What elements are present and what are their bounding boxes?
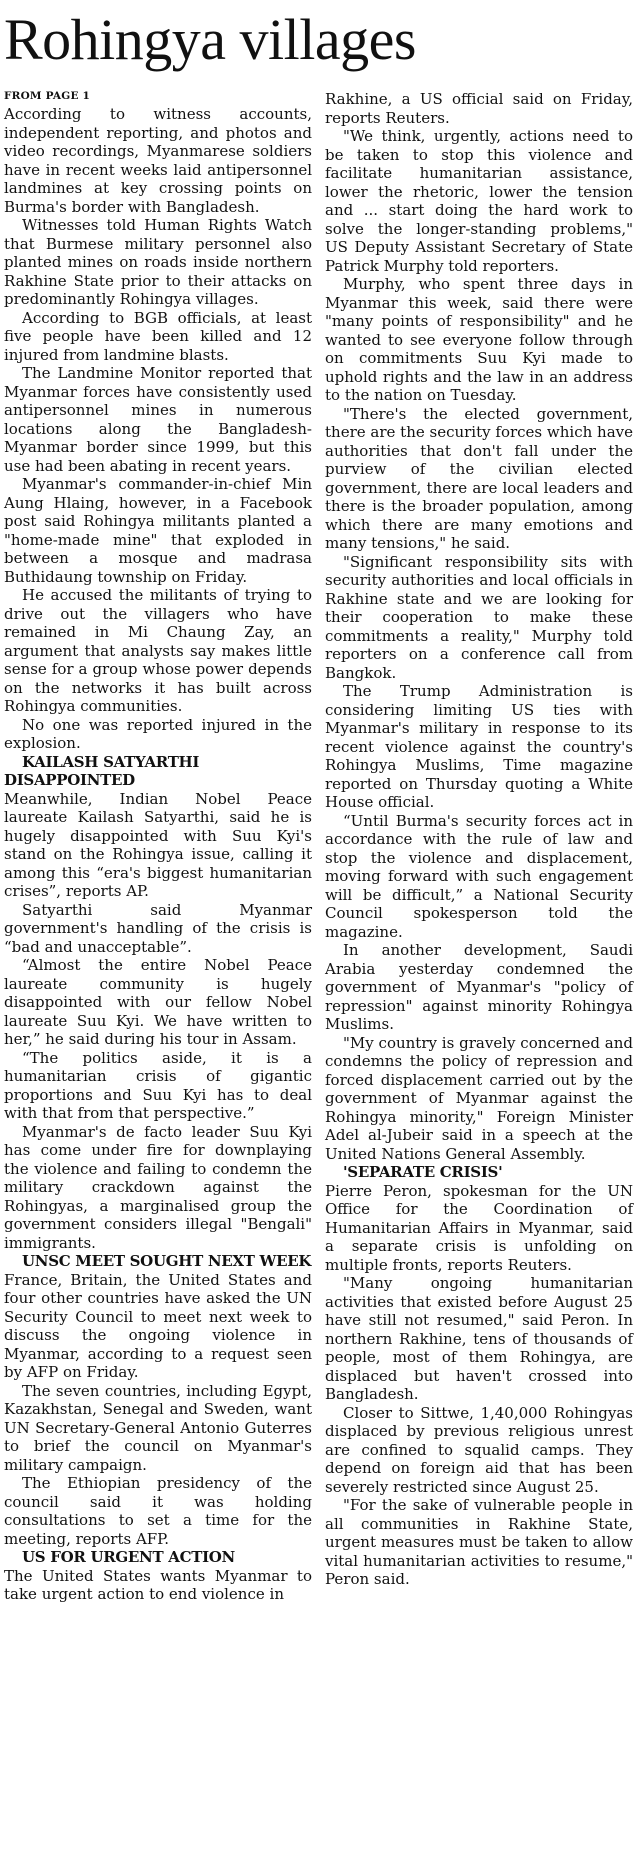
section-subhead: US FOR URGENT ACTION	[22, 1548, 235, 1566]
paragraph: France, Britain, the United States and four other countries have asked the UN Security Council to meet next week to discuss the ongoing violence in Myanmar, according to a request seen by AFP on Friday.	[4, 1270, 312, 1381]
paragraph: According to BGB officials, at least five people have been killed and 12 injured from landmine blasts.	[4, 308, 312, 364]
paragraph: Pierre Peron, spokesman for the UN Office for the Coordination of Humanitarian Affairs in Myanmar, said a separate crisis is unfolding on multiple fronts, reports Reuters.	[325, 1181, 633, 1274]
right-column	[325, 90, 633, 1604]
section-subhead: 'SEPARATE CRISIS'	[343, 1163, 503, 1181]
paragraph: "My country is gravely concerned and condemns the policy of repression and forced displacement carried out by the government of Myanmar against the Rohingya minority," Foreign Minister Adel al-Jubeir said in a speech at the United Nations General Assembly.	[325, 1033, 633, 1163]
paragraph: The Trump Administration is considering limiting US ties with Myanmar's military in response to its recent violence against the country's Rohingya Muslims, Time magazine reported on Thursday quoting a White House official.	[325, 682, 633, 811]
section-subhead: KAILASH SATYARTHI DISAPPOINTED	[4, 752, 200, 789]
left-column	[4, 90, 312, 1604]
paragraph: No one was reported injured in the explosion.	[4, 715, 312, 752]
paragraph: "We think, urgently, actions need to be taken to stop this violence and facilitate humanitarian assistance, lower the rhetoric, lower the tension and ... start doing the hard work to solve the longer-standing problems," US Deputy Assistant Secretary of State Patrick Murphy told reporters.	[325, 127, 633, 275]
paragraph: He accused the militants of trying to drive out the villagers who have remained in Mi Chaung Zay, an argument that analysts say makes little sense for a group whose power depends on the networks it has built across Rohingya communities.	[4, 586, 312, 715]
paragraph: “The politics aside, it is a humanitarian crisis of gigantic proportions and Suu Kyi has to deal with that from that perspective.”	[4, 1048, 312, 1122]
paragraph: Murphy, who spent three days in Myanmar this week, said there were "many points of responsibility" and he wanted to see everyone follow through on commitments Suu Kyi made to uphold rights and the law in an address to the nation on Tuesday.	[325, 275, 633, 404]
paragraph: Meanwhile, Indian Nobel Peace laureate Kailash Satyarthi, said he is hugely disappointed with Suu Kyi's stand on the Rohingya issue, calling it among this “era's biggest humanitarian crises”, reports AP.	[4, 789, 312, 900]
paragraph: The Landmine Monitor reported that Myanmar forces have consistently used antipersonnel mines in numerous locations along the Bangladesh-Myanmar border since 1999, but this use had been abating in recent years.	[4, 364, 312, 475]
paragraph: "Significant responsibility sits with security authorities and local officials in Rakhine state and we are looking for their cooperation to make these commitments a reality," Murphy told reporters on a conference call from Bangkok.	[325, 552, 633, 682]
paragraph: "There's the elected government, there are the security forces which have authorities that don't fall under the purview of the civilian elected government, there are local leaders and there is the broader population, among which there are many emotions and many tensions," he said.	[325, 404, 633, 552]
paragraph: In another development, Saudi Arabia yesterday condemned the government of Myanmar's "policy of repression" against minority Rohingya Muslims.	[325, 941, 633, 1033]
paragraph: “Until Burma's security forces act in accordance with the rule of law and stop the violence and displacement, moving forward with such engagement will be difficult,” a National Security Council spokesperson told the magazine.	[325, 811, 633, 941]
paragraph: Myanmar's commander-in-chief Min Aung Hlaing, however, in a Facebook post said Rohingya militants planted a "home-made mine" that exploded in between a mosque and madrasa Buthidaung township on Friday.	[4, 475, 312, 586]
paragraph: Closer to Sittwe, 1,40,000 Rohingyas displaced by previous religious unrest are confined to squalid camps. They depend on foreign aid that has been severely restricted since August 25.	[325, 1403, 633, 1496]
paragraph: Witnesses told Human Rights Watch that Burmese military personnel also planted mines on roads inside northern Rakhine State prior to their attacks on predominantly Rohingya villages.	[4, 216, 312, 308]
paragraph: The United States wants Myanmar to take urgent action to end violence in	[4, 1566, 312, 1603]
paragraph: Myanmar's de facto leader Suu Kyi has come under fire for downplaying the violence and failing to condemn the military crackdown against the Rohingyas, a marginalised group the government considers illegal "Bengali" immigrants.	[4, 1122, 312, 1252]
from-page-label: FROM PAGE 1	[4, 90, 91, 102]
paragraph: "Many ongoing humanitarian activities that existed before August 25 have still not resumed," said Peron. In northern Rakhine, tens of thousands of people, most of them Rohingya, are displaced but haven't crossed into Bangladesh.	[325, 1274, 633, 1403]
section-subhead: UNSC MEET SOUGHT NEXT WEEK	[22, 1252, 312, 1270]
paragraph: Satyarthi said Myanmar government's handling of the crisis is “bad and unacceptable”.	[4, 900, 312, 956]
headline: Rohingya villages	[4, 7, 416, 72]
paragraph: "For the sake of vulnerable people in all communities in Rakhine State, urgent measures must be taken to allow vital humanitarian activities to resume," Peron said.	[325, 1496, 633, 1588]
paragraph: The seven countries, including Egypt, Kazakhstan, Senegal and Sweden, want UN Secretary-General Antonio Guterres to brief the council on Myanmar's military campaign.	[4, 1381, 312, 1474]
paragraph: “Almost the entire Nobel Peace laureate community is hugely disappointed with our fellow Nobel laureate Suu Kyi. We have written to her,” he said during his tour in Assam.	[4, 956, 312, 1048]
article-body	[4, 90, 633, 1604]
paragraph: The Ethiopian presidency of the council said it was holding consultations to set a time for the meeting, reports AFP.	[4, 1474, 312, 1548]
paragraph: According to witness accounts, independent reporting, and photos and video recordings, Myanmarese soldiers have in recent weeks laid antipersonnel landmines at key crossing points on Burma's border with Bangladesh.	[4, 105, 312, 216]
paragraph: Rakhine, a US official said on Friday, reports Reuters.	[325, 90, 633, 127]
